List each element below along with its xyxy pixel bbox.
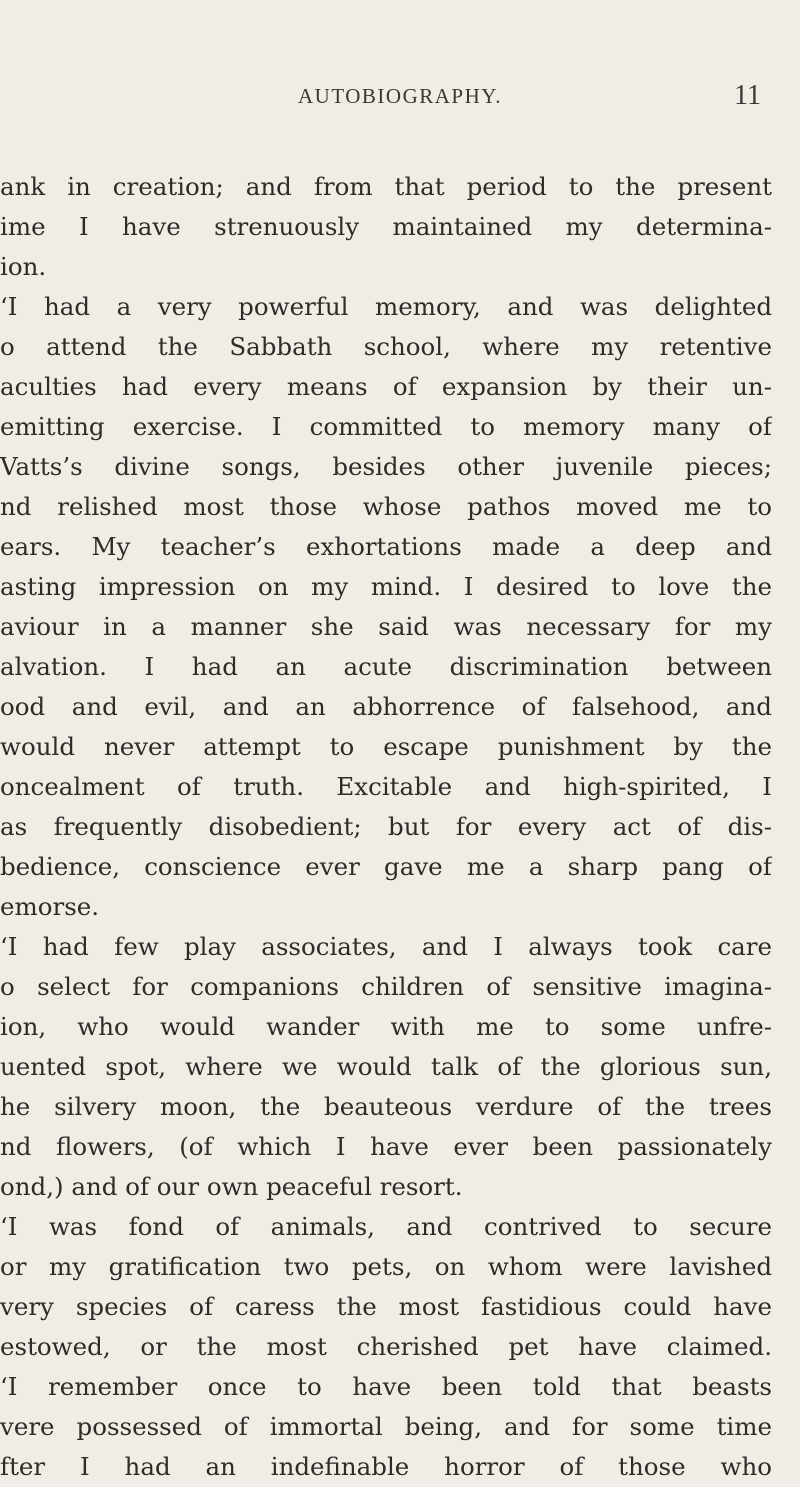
- text-line: Vatts’s divine songs, besides other juvenile pieces;: [0, 452, 772, 481]
- text-line: ion, who would wander with me to some unfre-: [0, 1012, 772, 1041]
- text-line: emorse.: [0, 892, 100, 921]
- text-line: uented spot, where we would talk of the glorious sun,: [0, 1052, 772, 1081]
- text-line: ‘I had a very powerful memory, and was delighted: [0, 292, 772, 321]
- text-line: estowed, or the most cherished pet have claimed.: [0, 1332, 772, 1361]
- running-header: [0, 80, 800, 120]
- text-line: oncealment of truth. Excitable and high-spirited, I: [0, 772, 772, 801]
- text-line: asting impression on my mind. I desired to love the: [0, 572, 772, 601]
- text-line: ‘I was fond of animals, and contrived to secure: [0, 1212, 772, 1241]
- text-line: bedience, conscience ever gave me a sharp pang of: [0, 852, 772, 881]
- text-line: ank in creation; and from that period to the present: [0, 172, 772, 201]
- text-line: o attend the Sabbath school, where my retentive: [0, 332, 772, 361]
- text-line: aculties had every means of expansion by their un-: [0, 372, 772, 401]
- running-title: AUTOBIOGRAPHY.: [297, 84, 502, 108]
- text-line: fter I had an indefinable horror of those who: [0, 1452, 772, 1481]
- text-line: ‘I remember once to have been told that beasts: [0, 1372, 772, 1401]
- text-line: alvation. I had an acute discrimination between: [0, 652, 772, 681]
- body-text: [0, 167, 772, 1487]
- text-line: he silvery moon, the beauteous verdure of the trees: [0, 1092, 772, 1121]
- text-line: nd flowers, (of which I have ever been passionately: [0, 1132, 772, 1161]
- text-line: ion.: [0, 252, 47, 281]
- text-line: would never attempt to escape punishment by the: [0, 732, 772, 761]
- text-line: ears. My teacher’s exhortations made a deep and: [0, 532, 772, 561]
- text-line: or my gratification two pets, on whom were lavished: [0, 1252, 772, 1281]
- page-number: 11: [734, 80, 761, 111]
- text-line: as frequently disobedient; but for every act of dis-: [0, 812, 772, 841]
- text-line: vere possessed of immortal being, and for some time: [0, 1412, 772, 1441]
- text-line: o select for companions children of sensitive imagina-: [0, 972, 772, 1001]
- text-line: ood and evil, and an abhorrence of falsehood, and: [0, 692, 772, 721]
- text-line: very species of caress the most fastidious could have: [0, 1292, 772, 1321]
- text-line: aviour in a manner she said was necessary for my: [0, 612, 772, 641]
- text-line: ond,) and of our own peaceful resort.: [0, 1172, 463, 1201]
- text-line: nd relished most those whose pathos moved me to: [0, 492, 772, 521]
- text-line: ime I have strenuously maintained my determina-: [0, 212, 772, 241]
- text-line: emitting exercise. I committed to memory many of: [0, 412, 772, 441]
- text-line: ‘I had few play associates, and I always took care: [0, 932, 772, 961]
